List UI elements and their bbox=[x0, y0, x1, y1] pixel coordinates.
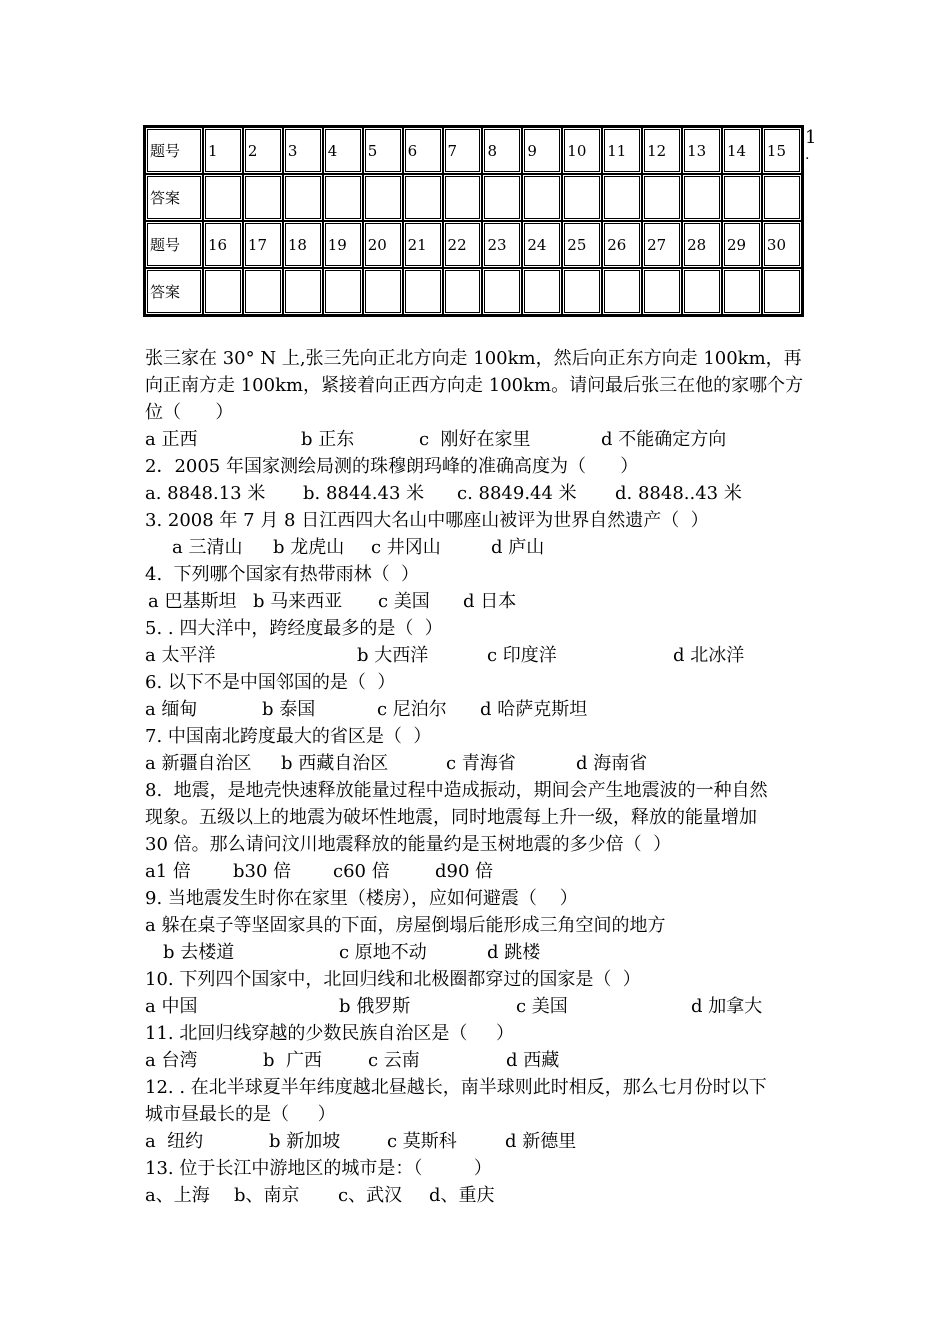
answer-option: b 大西洋 bbox=[357, 645, 429, 666]
answer-cell[interactable] bbox=[203, 268, 243, 315]
answer-cell[interactable] bbox=[682, 268, 722, 315]
answer-cell[interactable] bbox=[762, 268, 802, 315]
answer-cell[interactable] bbox=[602, 174, 642, 221]
answer-option: d. 8848..43 米 bbox=[615, 483, 742, 504]
answer-option: a、上海 bbox=[145, 1185, 210, 1206]
answer-cell[interactable] bbox=[562, 268, 602, 315]
answer-cell[interactable] bbox=[203, 174, 243, 221]
question-block bbox=[145, 345, 810, 453]
row-label-cell: 题号 bbox=[145, 127, 203, 174]
question-number-cell: 15 bbox=[762, 127, 802, 174]
answer-option: d90 倍 bbox=[435, 861, 494, 882]
question-block bbox=[145, 669, 810, 723]
answer-cell[interactable] bbox=[443, 268, 483, 315]
answer-option: b30 倍 bbox=[233, 861, 292, 882]
answer-option: c 井冈山 bbox=[371, 537, 441, 558]
answer-cell[interactable] bbox=[403, 174, 443, 221]
question-text-line: 城市昼最长的是（ ） bbox=[145, 1104, 336, 1125]
answer-cell[interactable] bbox=[363, 268, 403, 315]
question-number-cell: 20 bbox=[363, 221, 403, 268]
answer-option: b、南京 bbox=[234, 1185, 300, 1206]
answer-option: c 莫斯科 bbox=[387, 1131, 457, 1152]
answer-option: d 庐山 bbox=[491, 537, 545, 558]
answer-cell[interactable] bbox=[522, 174, 562, 221]
question-number-cell: 29 bbox=[722, 221, 762, 268]
question-number-cell: 25 bbox=[562, 221, 602, 268]
question-number-cell: 27 bbox=[642, 221, 682, 268]
question-number-cell: 7 bbox=[443, 127, 483, 174]
answer-option: d 哈萨克斯坦 bbox=[480, 699, 588, 720]
answer-option: a1 倍 bbox=[145, 861, 191, 882]
answer-option: d 日本 bbox=[463, 591, 517, 612]
question-text-line: 3. 2008 年 7 月 8 日江西四大名山中哪座山被评为世界自然遗产（ ） bbox=[145, 510, 709, 531]
answer-option: b 俄罗斯 bbox=[339, 996, 411, 1017]
answer-option: c 印度洋 bbox=[487, 645, 557, 666]
answer-options bbox=[145, 426, 810, 453]
answer-option: c 青海省 bbox=[446, 753, 516, 774]
row-label-cell: 题号 bbox=[145, 221, 203, 268]
question-number-cell: 11 bbox=[602, 127, 642, 174]
answer-option: a 台湾 bbox=[145, 1050, 198, 1071]
question-block bbox=[145, 507, 810, 561]
answer-cell[interactable] bbox=[482, 174, 522, 221]
question-text-line: a 躲在桌子等坚固家具的下面，房屋倒塌后能形成三角空间的地方 bbox=[145, 915, 666, 936]
question-number-cell: 6 bbox=[403, 127, 443, 174]
row-label-cell: 答案 bbox=[145, 268, 203, 315]
question-text-line: 30 倍。那么请问汶川地震释放的能量约是玉树地震的多少倍（ ） bbox=[145, 834, 672, 855]
answer-option: a 正西 bbox=[145, 429, 198, 450]
answer-option: d 跳楼 bbox=[487, 942, 541, 963]
answer-cell[interactable] bbox=[403, 268, 443, 315]
answer-option: c 原地不动 bbox=[339, 942, 427, 963]
question-text-line: 10. 下列四个国家中，北回归线和北极圈都穿过的国家是（ ） bbox=[145, 969, 641, 990]
answer-options bbox=[145, 588, 810, 615]
answer-option: c. 8849.44 米 bbox=[457, 483, 577, 504]
question-number-cell: 23 bbox=[482, 221, 522, 268]
question-text-line: 向正南方走 100km，紧接着向正西方向走 100km。请问最后张三在他的家哪个方 bbox=[145, 375, 804, 396]
question-number-mark bbox=[805, 128, 816, 162]
question-block bbox=[145, 1074, 810, 1155]
answer-cell[interactable] bbox=[602, 268, 642, 315]
answer-cell[interactable] bbox=[323, 174, 363, 221]
answer-cell[interactable] bbox=[562, 174, 602, 221]
answer-options bbox=[145, 750, 810, 777]
answer-option: b 新加坡 bbox=[269, 1131, 341, 1152]
answer-option: c 尼泊尔 bbox=[377, 699, 447, 720]
question-text-line: 9. 当地震发生时你在家里（楼房），应如何避震（ ） bbox=[145, 888, 578, 909]
question-block bbox=[145, 615, 810, 669]
question-text-line: 12. . 在北半球夏半年纬度越北昼越长，南半球则此时相反，那么七月份时以下 bbox=[145, 1077, 767, 1098]
answer-cell[interactable] bbox=[522, 268, 562, 315]
table-row bbox=[145, 221, 802, 268]
answer-option: b 西藏自治区 bbox=[281, 753, 389, 774]
answer-cell[interactable] bbox=[243, 174, 283, 221]
question-text-line: 5. . 四大洋中，跨经度最多的是（ ） bbox=[145, 618, 443, 639]
answer-cell[interactable] bbox=[482, 268, 522, 315]
question-number-cell: 2 bbox=[243, 127, 283, 174]
question-number-cell: 28 bbox=[682, 221, 722, 268]
answer-option: b 泰国 bbox=[262, 699, 316, 720]
answer-cell[interactable] bbox=[642, 268, 682, 315]
answer-option: a 三清山 bbox=[172, 537, 243, 558]
answer-cell[interactable] bbox=[243, 268, 283, 315]
question-list bbox=[145, 345, 810, 1209]
question-number-cell: 16 bbox=[203, 221, 243, 268]
question-number-cell: 22 bbox=[443, 221, 483, 268]
answer-option: a 缅甸 bbox=[145, 699, 198, 720]
question-text-line: 2．2005 年国家测绘局测的珠穆朗玛峰的准确高度为（ ） bbox=[145, 456, 639, 477]
answer-cell[interactable] bbox=[682, 174, 722, 221]
question-number-cell: 8 bbox=[482, 127, 522, 174]
question-number-cell: 4 bbox=[323, 127, 363, 174]
question-block bbox=[145, 723, 810, 777]
answer-cell[interactable] bbox=[722, 268, 762, 315]
answer-option: c、武汉 bbox=[338, 1185, 403, 1206]
answer-option: c 云南 bbox=[368, 1050, 420, 1071]
answer-option: c 美国 bbox=[378, 591, 430, 612]
question-number-cell: 14 bbox=[722, 127, 762, 174]
answer-options bbox=[145, 993, 810, 1020]
answer-cell[interactable] bbox=[283, 268, 323, 315]
question-text-line: 13. 位于长江中游地区的城市是：（ ） bbox=[145, 1158, 492, 1179]
answer-options bbox=[145, 480, 810, 507]
answer-option: a 太平洋 bbox=[145, 645, 216, 666]
answer-grid-table bbox=[143, 125, 804, 317]
answer-option: a. 8848.13 米 bbox=[145, 483, 266, 504]
answer-options bbox=[145, 642, 810, 669]
row-label-cell: 答案 bbox=[145, 174, 203, 221]
question-block bbox=[145, 1155, 810, 1209]
table-row bbox=[145, 127, 802, 174]
answer-cell[interactable] bbox=[443, 174, 483, 221]
question-block bbox=[145, 777, 810, 885]
answer-option: a 新疆自治区 bbox=[145, 753, 252, 774]
answer-option: a 巴基斯坦 bbox=[148, 591, 237, 612]
answer-option: c60 倍 bbox=[333, 861, 390, 882]
answer-cell[interactable] bbox=[762, 174, 802, 221]
question-block bbox=[145, 966, 810, 1020]
answer-option: b 正东 bbox=[301, 429, 355, 450]
answer-option: c 刚好在家里 bbox=[419, 429, 531, 450]
answer-options bbox=[145, 1128, 810, 1155]
question-number-cell: 9 bbox=[522, 127, 562, 174]
question-text-line: 张三家在 30° N 上,张三先向正北方向走 100km，然后向正东方向走 100km，再 bbox=[145, 348, 802, 369]
answer-option: a 中国 bbox=[145, 996, 198, 1017]
question-text-line: 现象。五级以上的地震为破坏性地震，同时地震每上升一级，释放的能量增加 bbox=[145, 807, 757, 828]
question-text-line: 7. 中国南北跨度最大的省区是（ ） bbox=[145, 726, 432, 747]
answer-cell[interactable] bbox=[363, 174, 403, 221]
question-block bbox=[145, 453, 810, 507]
answer-options bbox=[145, 696, 810, 723]
answer-option: b 马来西亚 bbox=[253, 591, 343, 612]
question-block bbox=[145, 1020, 810, 1074]
answer-options bbox=[145, 939, 810, 966]
table-row bbox=[145, 174, 802, 221]
question-number-cell: 5 bbox=[363, 127, 403, 174]
answer-option: d 北冰洋 bbox=[673, 645, 745, 666]
answer-option: d 加拿大 bbox=[691, 996, 763, 1017]
answer-cell[interactable] bbox=[323, 268, 363, 315]
question-number-cell: 12 bbox=[642, 127, 682, 174]
answer-option: d 新德里 bbox=[505, 1131, 577, 1152]
question-number-cell: 1 bbox=[203, 127, 243, 174]
answer-option: b. 8844.43 米 bbox=[303, 483, 425, 504]
answer-option: d 不能确定方向 bbox=[601, 429, 727, 450]
question-number-cell: 19 bbox=[323, 221, 363, 268]
question-number-cell: 17 bbox=[243, 221, 283, 268]
answer-option: b 去楼道 bbox=[163, 942, 235, 963]
question-number-cell: 3 bbox=[283, 127, 323, 174]
answer-option: d、重庆 bbox=[429, 1185, 495, 1206]
question-block bbox=[145, 561, 810, 615]
answer-options bbox=[145, 534, 810, 561]
answer-options bbox=[145, 1182, 810, 1209]
answer-cell[interactable] bbox=[722, 174, 762, 221]
question-number-cell: 26 bbox=[602, 221, 642, 268]
question-number-cell: 24 bbox=[522, 221, 562, 268]
answer-options bbox=[145, 858, 810, 885]
question-block bbox=[145, 885, 810, 966]
side-mark-number: 1 bbox=[805, 127, 817, 148]
question-number-cell: 18 bbox=[283, 221, 323, 268]
answer-option: b 龙虎山 bbox=[273, 537, 345, 558]
answer-cell[interactable] bbox=[642, 174, 682, 221]
question-text-line: 8. 地震，是地壳快速释放能量过程中造成振动，期间会产生地震波的一种自然 bbox=[145, 780, 768, 801]
answer-option: c 美国 bbox=[516, 996, 568, 1017]
question-number-cell: 21 bbox=[403, 221, 443, 268]
answer-option: b 广西 bbox=[263, 1050, 322, 1071]
answer-option: a 纽约 bbox=[145, 1131, 204, 1152]
question-text-line: 11. 北回归线穿越的少数民族自治区是（ ） bbox=[145, 1023, 514, 1044]
question-text-line: 位（ ） bbox=[145, 402, 234, 423]
answer-options bbox=[145, 1047, 810, 1074]
question-text-line: 6. 以下不是中国邻国的是（ ） bbox=[145, 672, 396, 693]
question-number-cell: 30 bbox=[762, 221, 802, 268]
question-number-cell: 13 bbox=[682, 127, 722, 174]
answer-option: d 海南省 bbox=[576, 753, 648, 774]
answer-option: d 西藏 bbox=[506, 1050, 560, 1071]
answer-cell[interactable] bbox=[283, 174, 323, 221]
question-number-cell: 10 bbox=[562, 127, 602, 174]
table-row bbox=[145, 268, 802, 315]
question-text-line: 4. 下列哪个国家有热带雨林（ ） bbox=[145, 564, 420, 585]
side-mark-dot: . bbox=[805, 147, 810, 163]
